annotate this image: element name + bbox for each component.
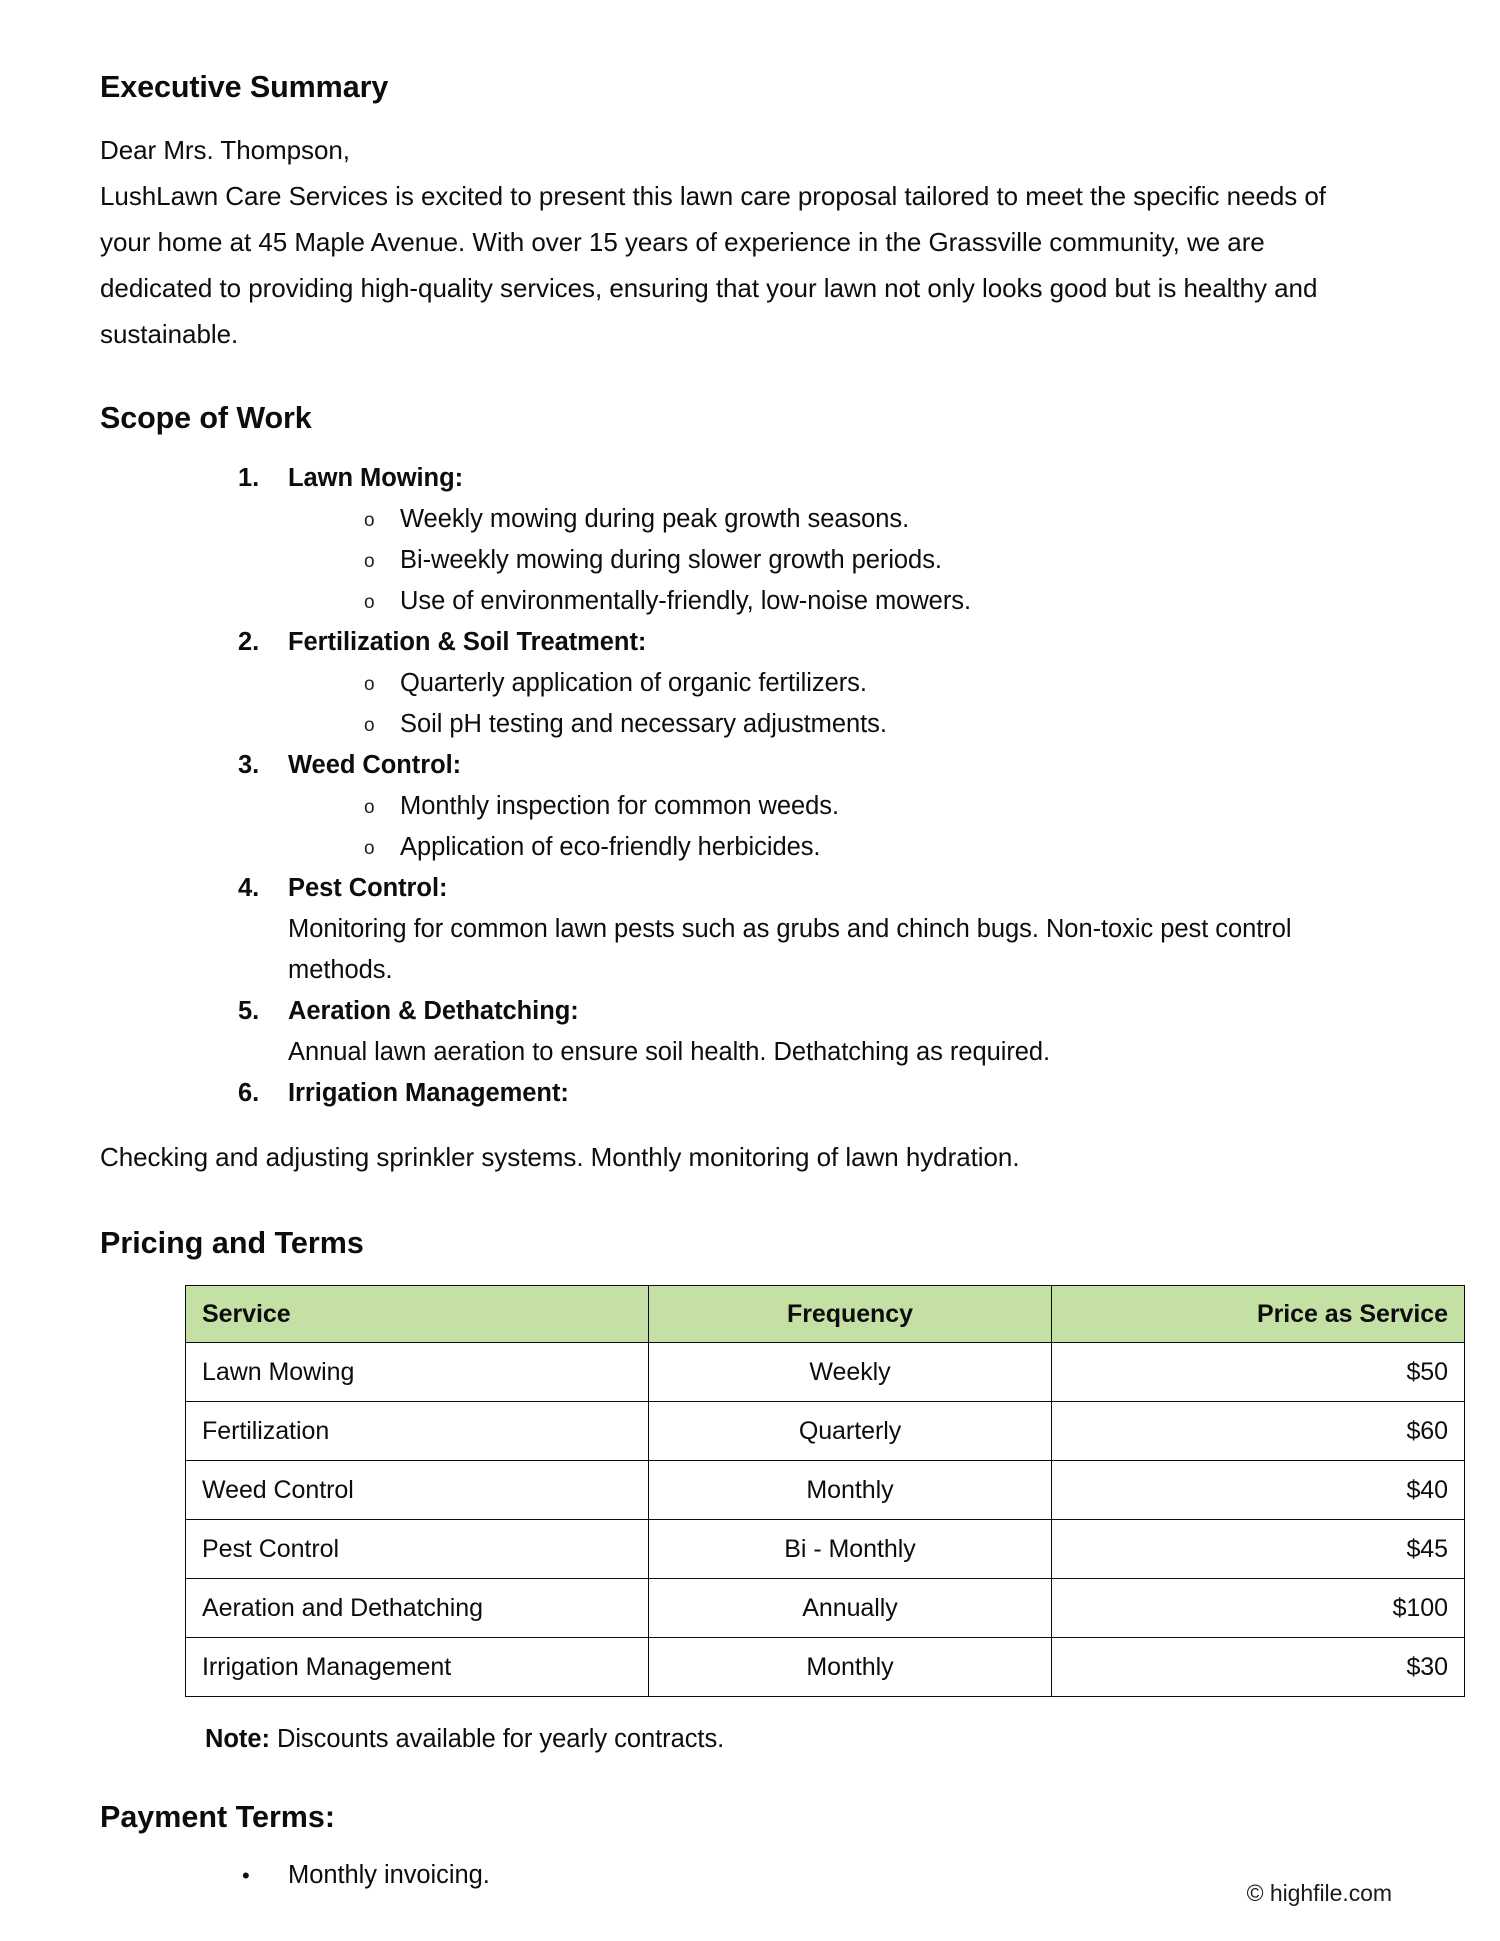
scope-item-number: 5. [238, 997, 260, 1026]
pricing-table-wrapper [100, 1285, 1448, 1697]
scope-item-lawn-mowing [100, 458, 1382, 622]
list-item-label: Weekly mowing during peak growth seasons. [400, 505, 910, 534]
scope-sub-list [288, 786, 1382, 868]
hollow-circle-bullet-icon: o [364, 838, 375, 860]
executive-summary-heading: Executive Summary [100, 70, 389, 104]
scope-item-title: Pest Control: [288, 874, 448, 903]
table-row [186, 1579, 1465, 1638]
scope-item-aeration [100, 991, 1382, 1073]
cell-service: Irrigation Management [186, 1638, 649, 1697]
cell-service: Aeration and Dethatching [186, 1579, 649, 1638]
hollow-circle-bullet-icon: o [364, 715, 375, 737]
cell-price: $60 [1052, 1402, 1465, 1461]
scope-item-number: 2. [238, 628, 260, 657]
list-item-label: Use of environmentally-friendly, low-noise mowers. [400, 587, 971, 616]
hollow-circle-bullet-icon: o [364, 592, 375, 614]
pricing-table-head [186, 1286, 1465, 1343]
cell-frequency: Annually [649, 1579, 1052, 1638]
scope-item-number: 6. [238, 1079, 260, 1108]
scope-item-pest-control [100, 868, 1382, 991]
scope-trailing-paragraph: Checking and adjusting sprinkler systems. Monthly monitoring of lawn hydration. [100, 1142, 1020, 1173]
hollow-circle-bullet-icon: o [364, 510, 375, 532]
scope-item-continuation: Annual lawn aeration to ensure soil health. Dethatching as required. [288, 1038, 1051, 1067]
scope-of-work-list [100, 458, 1382, 1114]
scope-sub-list [288, 663, 1382, 745]
scope-item-fertilization [100, 622, 1382, 745]
scope-sub-list [288, 499, 1382, 622]
list-item-label: Monthly inspection for common weeds. [400, 792, 839, 821]
table-row [186, 1461, 1465, 1520]
scope-item-weed-control [100, 745, 1382, 868]
bullet-dot-icon: • [242, 1863, 250, 1889]
list-item [288, 499, 1382, 540]
cell-service: Lawn Mowing [186, 1343, 649, 1402]
cell-frequency: Quarterly [649, 1402, 1052, 1461]
list-item [100, 1855, 1382, 1896]
list-item-label: Soil pH testing and necessary adjustments. [400, 710, 887, 739]
cell-frequency: Monthly [649, 1461, 1052, 1520]
payment-terms-section [100, 1800, 1382, 1896]
table-row [186, 1520, 1465, 1579]
scope-of-work-heading: Scope of Work [100, 401, 312, 436]
executive-summary-body: LushLawn Care Services is excited to present this lawn care proposal tailored to meet the specific needs of your home at 45 Maple Avenue. With over 15 years of experience in the Grassville community, we are dedicated to providing high-quality services, ensuring that your lawn not only looks good but is healthy and sustainable. [100, 181, 1326, 350]
scope-item-title: Irrigation Management: [288, 1079, 569, 1108]
scope-item-continuation: Monitoring for common lawn pests such as grubs and chinch bugs. Non-toxic pest control methods. [288, 915, 1292, 985]
cell-price: $45 [1052, 1520, 1465, 1579]
list-item-label: Monthly invoicing. [288, 1861, 490, 1890]
cell-service: Pest Control [186, 1520, 649, 1579]
hollow-circle-bullet-icon: o [364, 797, 375, 819]
scope-item-number: 1. [238, 464, 260, 493]
scope-item-title: Weed Control: [288, 751, 462, 780]
table-row [186, 1402, 1465, 1461]
pricing-table [185, 1285, 1465, 1697]
pricing-heading: Pricing and Terms [100, 1226, 364, 1261]
pricing-note [100, 1719, 1382, 1760]
table-row [186, 1343, 1465, 1402]
hollow-circle-bullet-icon: o [364, 551, 375, 573]
salutation-text: Dear Mrs. Thompson, [100, 135, 350, 166]
table-row [186, 1638, 1465, 1697]
scope-of-work-section [100, 401, 1382, 1180]
list-item [288, 581, 1382, 622]
cell-service: Fertilization [186, 1402, 649, 1461]
list-item-label: Bi-weekly mowing during slower growth periods. [400, 546, 942, 575]
list-item [288, 827, 1382, 868]
list-item [288, 704, 1382, 745]
cell-frequency: Bi - Monthly [649, 1520, 1052, 1579]
payment-terms-list [100, 1855, 1382, 1896]
executive-summary-section [100, 70, 1382, 357]
scope-item-number: 3. [238, 751, 260, 780]
column-header-service: Service [186, 1286, 649, 1343]
cell-price: $40 [1052, 1461, 1465, 1520]
cell-frequency: Monthly [649, 1638, 1052, 1697]
pricing-section [100, 1226, 1448, 1760]
cell-frequency: Weekly [649, 1343, 1052, 1402]
cell-price: $100 [1052, 1579, 1465, 1638]
list-item [288, 786, 1382, 827]
column-header-price: Price as Service [1052, 1286, 1465, 1343]
list-item-label: Quarterly application of organic fertilizers. [400, 669, 867, 698]
column-header-frequency: Frequency [649, 1286, 1052, 1343]
pricing-note-text: Discounts available for yearly contracts. [269, 1725, 725, 1754]
pricing-note-label: Note: [205, 1725, 270, 1754]
cell-price: $50 [1052, 1343, 1465, 1402]
scope-item-title: Aeration & Dethatching: [288, 997, 579, 1026]
cell-service: Weed Control [186, 1461, 649, 1520]
scope-item-title: Fertilization & Soil Treatment: [288, 628, 647, 657]
scope-item-title: Lawn Mowing: [288, 464, 464, 493]
scope-item-number: 4. [238, 874, 260, 903]
payment-terms-heading: Payment Terms: [100, 1800, 336, 1835]
footer-copyright: © highfile.com [1246, 1880, 1392, 1906]
cell-price: $30 [1052, 1638, 1465, 1697]
scope-item-irrigation [100, 1073, 1382, 1114]
table-header-row [186, 1286, 1465, 1343]
list-item [288, 540, 1382, 581]
list-item [288, 663, 1382, 704]
hollow-circle-bullet-icon: o [364, 674, 375, 696]
pricing-table-body [186, 1343, 1465, 1697]
list-item-label: Application of eco-friendly herbicides. [400, 833, 821, 862]
